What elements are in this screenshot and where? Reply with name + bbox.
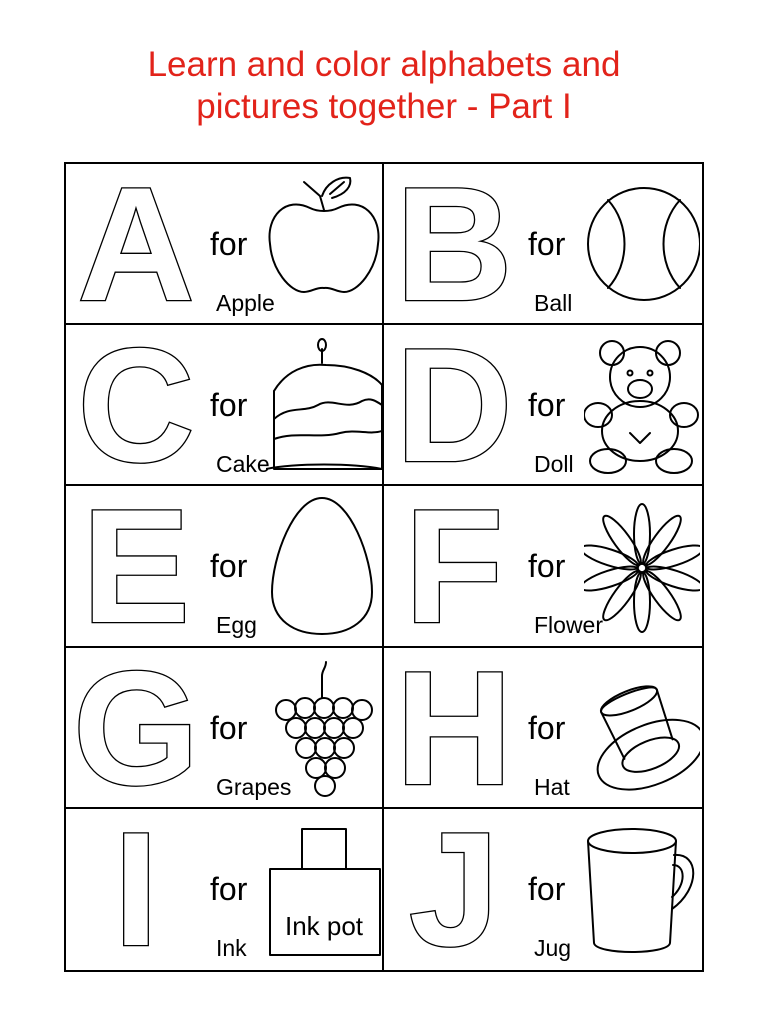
title-line-1: Learn and color alphabets and [147, 45, 621, 84]
for-label: for [210, 226, 248, 262]
letter-f [390, 498, 518, 632]
egg-icon [266, 496, 382, 636]
ink-pot-label: Ink pot [284, 910, 364, 941]
title-line-2: pictures together - Part I [196, 87, 572, 126]
letter-c [72, 337, 200, 471]
svg-text:G: G [72, 659, 200, 794]
jug-icon [584, 819, 700, 959]
card-d [384, 325, 702, 486]
svg-text:C: C [77, 337, 195, 472]
word-label: Ball [534, 290, 573, 316]
flower-icon [584, 496, 700, 636]
card-c [66, 325, 384, 486]
for-label: for [528, 226, 566, 262]
card-g [66, 648, 384, 809]
word-label: Doll [534, 451, 574, 478]
for-label: for [210, 709, 248, 746]
cake-icon [266, 335, 382, 475]
word-label: Hat [534, 773, 570, 800]
svg-text:D: D [395, 337, 513, 472]
word-label: Flower [534, 612, 604, 639]
word-label: Egg [216, 612, 257, 639]
for-label: for [210, 870, 248, 907]
for-label: for [210, 548, 248, 585]
for-label: for [528, 870, 566, 907]
card-f [384, 486, 702, 647]
letter-g [72, 660, 200, 794]
hat-icon [584, 658, 700, 798]
for-label: for [528, 387, 566, 424]
svg-text:H: H [395, 659, 513, 794]
word-label: Apple [216, 290, 275, 316]
teddy-bear-icon [584, 335, 700, 475]
letter-e [72, 498, 200, 632]
svg-text:B: B [395, 176, 513, 310]
letter-b [390, 176, 518, 310]
svg-text:F: F [404, 498, 504, 633]
card-a [66, 164, 384, 325]
card-j [384, 809, 702, 970]
card-i [66, 809, 384, 970]
letter-h [390, 660, 518, 794]
apple-icon [266, 174, 382, 314]
card-e [66, 486, 384, 647]
for-label: for [210, 387, 248, 424]
for-label: for [528, 709, 566, 746]
ball-icon [584, 174, 700, 314]
word-label: Cake [216, 451, 270, 478]
svg-text:J: J [408, 820, 500, 955]
card-b [384, 164, 702, 325]
letter-d [390, 337, 518, 471]
svg-text:A: A [77, 176, 195, 310]
grapes-icon [266, 658, 382, 798]
page-title [0, 44, 768, 128]
alphabet-grid [64, 162, 704, 972]
word-label: Jug [534, 934, 572, 961]
letter-a [72, 176, 200, 310]
word-label: Grapes [216, 773, 292, 800]
svg-text:I: I [113, 820, 159, 955]
for-label: for [528, 548, 566, 585]
card-h [384, 648, 702, 809]
letter-i [72, 821, 200, 955]
svg-text:E: E [81, 498, 191, 633]
letter-j [390, 821, 518, 955]
word-label: Ink [216, 934, 247, 961]
